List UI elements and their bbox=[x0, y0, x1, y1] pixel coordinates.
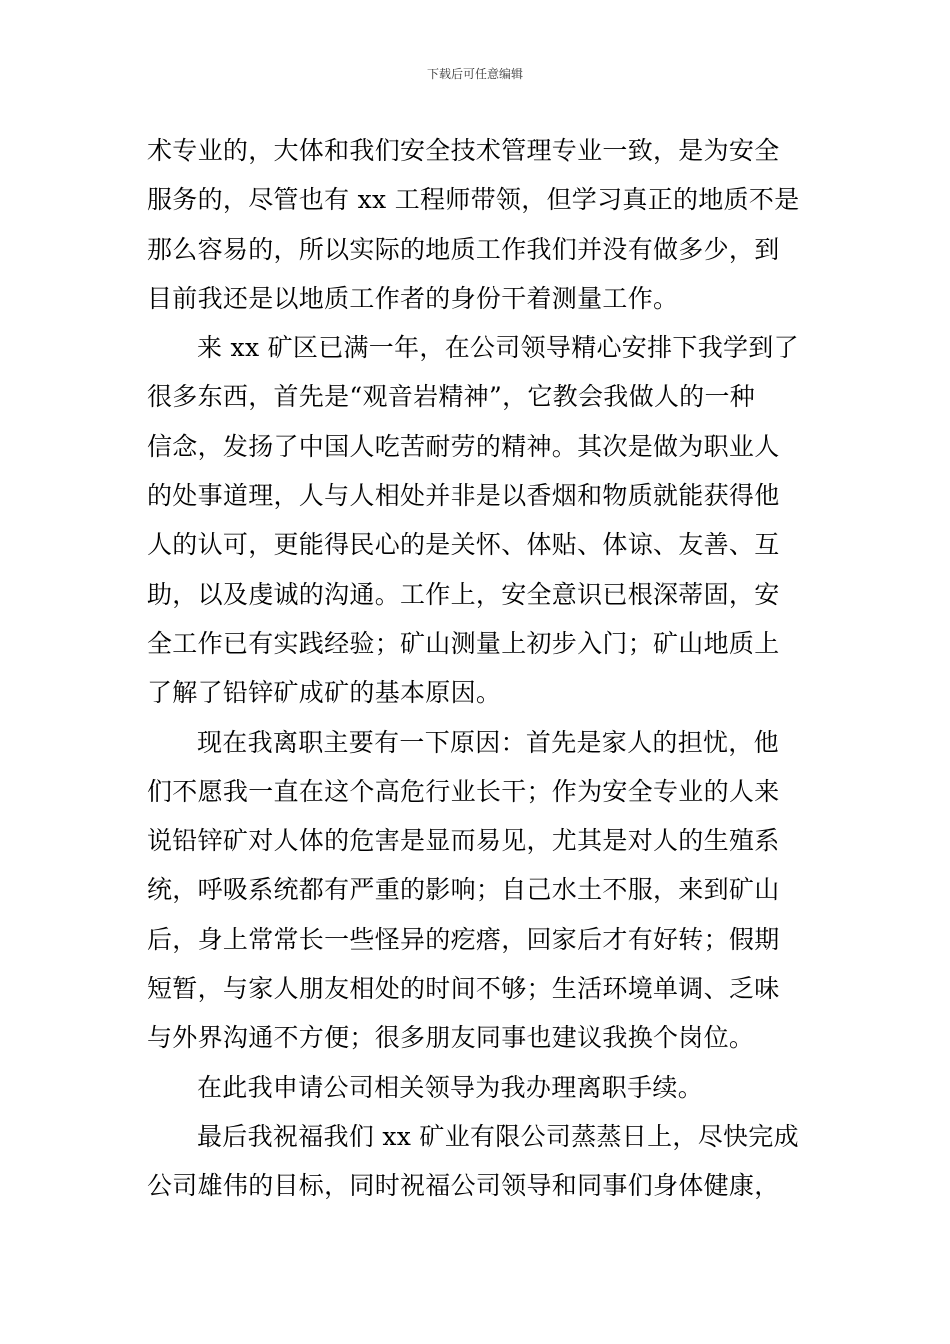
text-line: 的处事道理，人与人相处并非是以香烟和物质就能获得他 bbox=[147, 481, 780, 511]
paragraph-start-line: 现在我离职主要有一下原因：首先是家人的担忧，他 bbox=[197, 727, 779, 757]
text-line: 那么容易的，所以实际的地质工作我们并没有做多少，到 bbox=[147, 234, 780, 264]
paragraph-start-line: 来 xx 矿区已满一年，在公司领导精心安排下我学到了 bbox=[197, 333, 799, 363]
text-line: 与外界沟通不方便；很多朋友同事也建议我换个岗位。 bbox=[147, 1023, 755, 1053]
paragraph-start-line: 在此我申请公司相关领导为我办理离职手续。 bbox=[197, 1072, 704, 1102]
text-line: 了解了铅锌矿成矿的基本原因。 bbox=[147, 678, 502, 708]
text-line: 短暂，与家人朋友相处的时间不够；生活环境单调、乏味 bbox=[147, 974, 780, 1004]
text-line: 很多东西，首先是“观音岩精神”，它教会我做人的一种 bbox=[147, 382, 756, 412]
text-line: 统，呼吸系统都有严重的影响；自己水土不服，来到矿山 bbox=[147, 875, 780, 905]
text-line: 目前我还是以地质工作者的身份干着测量工作。 bbox=[147, 283, 679, 313]
text-line: 公司雄伟的目标，同时祝福公司领导和同事们身体健康， bbox=[147, 1171, 780, 1201]
text-line: 助，以及虔诚的沟通。工作上，安全意识已根深蒂固，安 bbox=[147, 579, 780, 609]
paragraph-start-line: 最后我祝福我们 xx 矿业有限公司蒸蒸日上，尽快完成 bbox=[197, 1121, 799, 1151]
text-line: 服务的，尽管也有 xx 工程师带领，但学习真正的地质不是 bbox=[147, 185, 800, 215]
page-header-note: 下载后可任意编辑 bbox=[426, 67, 523, 81]
text-line: 们不愿我一直在这个高危行业长干；作为安全专业的人来 bbox=[147, 776, 780, 806]
text-line: 人的认可，更能得民心的是关怀、体贴、体谅、友善、互 bbox=[147, 530, 780, 560]
text-line: 全工作已有实践经验；矿山测量上初步入门；矿山地质上 bbox=[147, 628, 780, 658]
text-line: 后，身上常常长一些怪异的疙瘩，回家后才有好转；假期 bbox=[147, 924, 780, 954]
document-body bbox=[147, 126, 807, 1211]
text-line: 术专业的，大体和我们安全技术管理专业一致，是为安全 bbox=[147, 136, 780, 165]
text-line: 信念，发扬了中国人吃苦耐劳的精神。其次是做为职业人 bbox=[147, 431, 780, 461]
text-line: 说铅锌矿对人体的危害是显而易见，尤其是对人的生殖系 bbox=[147, 826, 780, 856]
